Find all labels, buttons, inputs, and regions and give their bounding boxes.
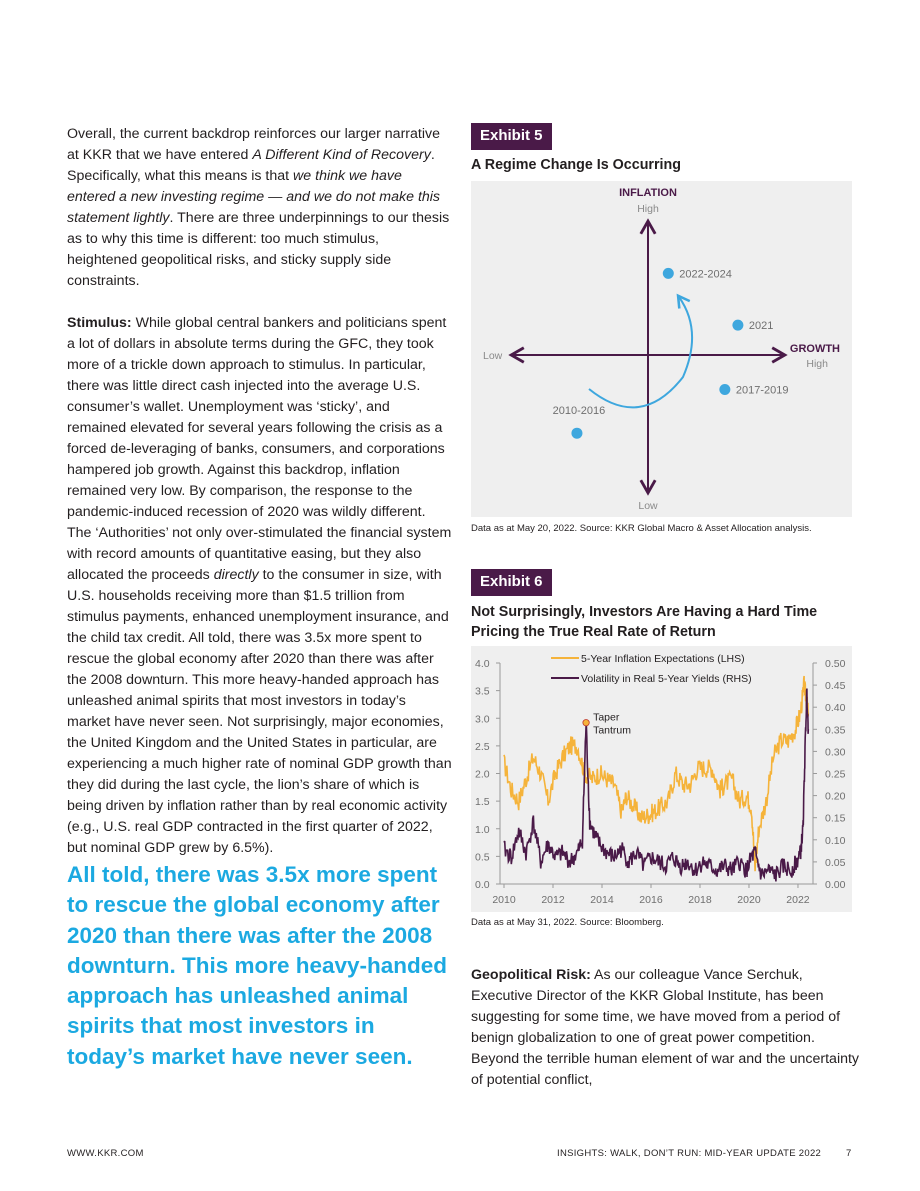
inflation-expectations-line bbox=[504, 676, 808, 871]
regime-point-2017-2019 bbox=[719, 384, 730, 395]
exhibit-6-title: Not Surprisingly, Investors Are Having a Hard Time Pricing the True Real Rate of Return bbox=[471, 604, 818, 640]
regime-point-label: 2021 bbox=[748, 320, 774, 333]
growth-low-label: Low bbox=[483, 350, 503, 362]
left-tick-label: 2.5 bbox=[475, 740, 490, 753]
exhibit-5-title: A Regime Change Is Occurring bbox=[471, 157, 681, 173]
geopolitical-lead: Geopolitical Risk: bbox=[471, 967, 591, 983]
left-tick-label: 0.0 bbox=[475, 879, 490, 891]
inflation-axis-label: INFLATION bbox=[619, 187, 677, 199]
regime-point-2022-2024 bbox=[663, 268, 674, 279]
right-tick-label: 0.50 bbox=[825, 658, 846, 670]
x-tick-label: 2018 bbox=[688, 894, 712, 906]
inflation-high-label: High bbox=[637, 203, 659, 215]
right-tick-label: 0.20 bbox=[825, 790, 846, 803]
real-yield-volatility-line bbox=[504, 689, 808, 882]
recovery-emphasis: A Different Kind of Recovery bbox=[252, 147, 431, 163]
exhibit-5-chart bbox=[471, 181, 852, 517]
left-tick-label: 1.0 bbox=[475, 823, 490, 836]
growth-axis-label: GROWTH bbox=[789, 343, 840, 355]
left-tick-label: 3.5 bbox=[475, 685, 490, 698]
right-tick-label: 0.00 bbox=[825, 879, 846, 891]
regime-point-label: 2010-2016 bbox=[552, 405, 606, 418]
x-tick-label: 2020 bbox=[737, 894, 761, 906]
geopolitical-paragraph: Geopolitical Risk: As our colleague Vance Serchuk, Executive Director of the KKR Global Institute, has been suggesting for some time, we have moved from a period of benign globalization to one of great power competition. Beyond the terrible human element of war and the uncertainty of potential conflict, bbox=[471, 967, 860, 1088]
regime-chart-svg bbox=[471, 181, 852, 517]
right-tick-label: 0.45 bbox=[825, 680, 846, 693]
x-tick-label: 2014 bbox=[590, 894, 614, 906]
page-number: 7 bbox=[846, 1148, 852, 1159]
right-tick-label: 0.40 bbox=[825, 702, 846, 715]
growth-high-label: High bbox=[806, 358, 828, 370]
stimulus-lead: Stimulus: bbox=[67, 315, 132, 331]
right-tick-label: 0.15 bbox=[825, 812, 846, 825]
legend-rhs-label: Volatility in Real 5-Year Yields (RHS) bbox=[581, 673, 752, 685]
x-tick-label: 2010 bbox=[492, 894, 516, 906]
right-tick-label: 0.05 bbox=[825, 856, 846, 869]
left-column bbox=[67, 124, 452, 880]
regime-shift-arrow bbox=[589, 297, 692, 407]
right-tick-label: 0.10 bbox=[825, 834, 846, 847]
right-tick-label: 0.35 bbox=[825, 724, 846, 737]
stimulus-paragraph: Stimulus: While global central bankers and politicians spent a lot of dollars in absolute terms during the GFC, they took more of a trickle down approach to stimulus. In particular, there was little direct cash injected into the average U.S. consumer’s wallet. Unemployment was ‘sticky’, and remained elevated for several years following the crisis as a forced de-leveraging of banks, consumers, and corporations hampered job growth. Against this backdrop, inflation remained very low. By comparison, the response to the pandemic-induced recession of 2020 was wildly different. The ‘Authorities’ not only over-stimulated the financial system with record amounts of quantitative easing, but they also allocated the proceeds directly to the consumer in size, with U.S. households receiving more than $1.5 trillion from stimulus payments, enhanced unemployment insurance, and the child tax credit. All told, there was 3.5x more spent to rescue the global economy after 2020 than there was after the 2008 downturn. This more heavy-handed approach has unleashed animal spirits that most investors in today’s market have never seen. Not surprisingly, major economies, the United Kingdom and the United States in particular, are experiencing a much higher rate of nominal GDP growth than they did during the last cycle, the lion’s share of which is being driven by inflation rather than by real economic activity (e.g., U.S. real GDP contracted in the first quarter of 2022, but nominal GDP grew by 6.5%). bbox=[67, 315, 452, 856]
right-tick-label: 0.25 bbox=[825, 768, 846, 781]
tantrum-label: Tantrum bbox=[593, 724, 632, 737]
left-tick-label: 1.5 bbox=[475, 796, 490, 809]
taper-label: Taper bbox=[593, 711, 620, 724]
regime-emphasis: we think we have entered a new investing regime — and we do not make this statement lightly bbox=[67, 168, 441, 226]
x-tick-label: 2022 bbox=[786, 894, 810, 906]
left-tick-label: 0.5 bbox=[475, 851, 490, 864]
regime-point-label: 2017-2019 bbox=[735, 384, 789, 397]
exhibit-6-tag: Exhibit 6 bbox=[471, 569, 552, 596]
x-tick-label: 2012 bbox=[541, 894, 565, 906]
regime-point-2021 bbox=[732, 320, 743, 331]
exhibit-5-note: Data as at May 20, 2022. Source: KKR Global Macro & Asset Allocation analysis. bbox=[471, 523, 812, 534]
footer-title: INSIGHTS: WALK, DON’T RUN: MID-YEAR UPDATE 2022 bbox=[557, 1148, 822, 1159]
footer-url: WWW.KKR.COM bbox=[67, 1148, 144, 1159]
exhibit-6-chart bbox=[471, 646, 852, 912]
taper-tantrum-marker bbox=[583, 719, 589, 725]
pull-quote: All told, there was 3.5x more spent to rescue the global economy after 2020 than there was after the 2008 downturn. This more heavy-handed approach has unleashed animal spirits that most investors in today’s market have never seen. bbox=[67, 862, 448, 1069]
regime-point-2010-2016 bbox=[571, 428, 582, 439]
inflation-low-label: Low bbox=[638, 500, 658, 512]
left-tick-label: 3.0 bbox=[475, 713, 490, 726]
legend-lhs-label: 5-Year Inflation Expectations (LHS) bbox=[581, 653, 745, 665]
exhibit-6-note: Data as at May 31, 2022. Source: Bloomberg. bbox=[471, 917, 664, 928]
real-rate-chart-svg bbox=[471, 646, 852, 912]
regime-point-label: 2022-2024 bbox=[679, 268, 732, 281]
right-tick-label: 0.30 bbox=[825, 746, 846, 759]
left-tick-label: 2.0 bbox=[475, 768, 490, 781]
left-tick-label: 4.0 bbox=[475, 658, 490, 670]
x-tick-label: 2016 bbox=[639, 894, 663, 906]
intro-paragraph: Overall, the current backdrop reinforces our larger narrative at KKR that we have entered A Different Kind of Recovery. Specifically, what this means is that we think we have entered a new investing regime — and we do not make this statement lightly. There are three underpinnings to our thesis as to why this time is different: too much stimulus, heightened geopolitical risks, and sticky supply side constraints. bbox=[67, 126, 450, 289]
exhibit-5-tag: Exhibit 5 bbox=[471, 123, 552, 150]
